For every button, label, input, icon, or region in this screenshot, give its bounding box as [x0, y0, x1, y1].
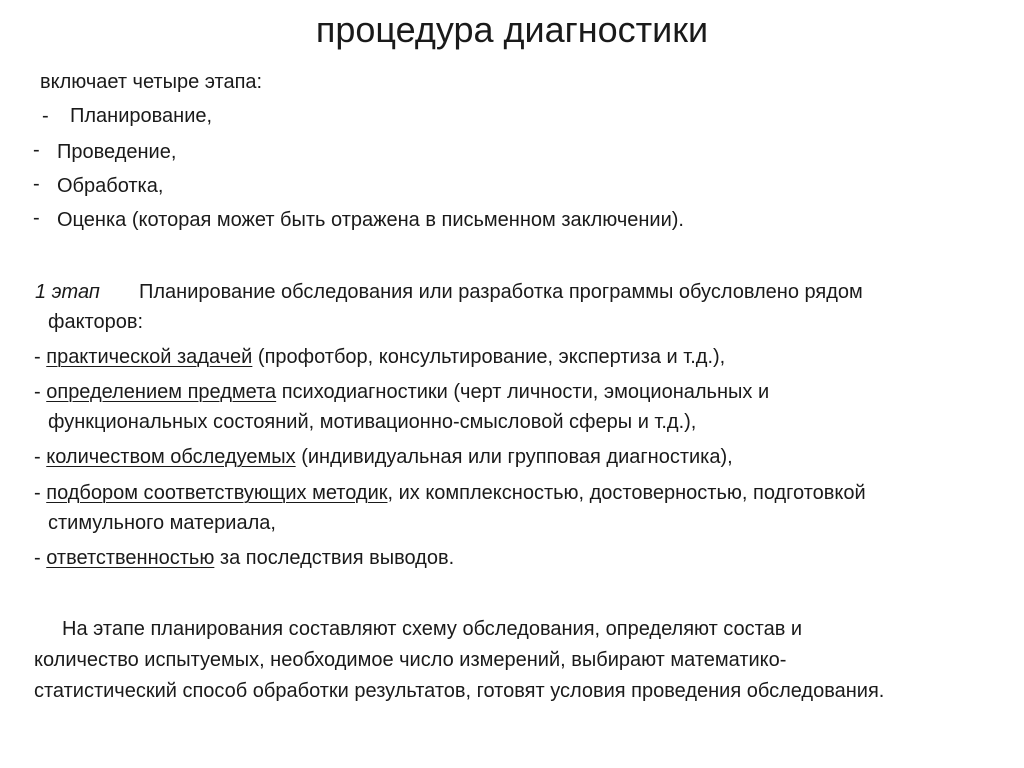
stage-1-label: Планирование, [70, 105, 213, 127]
factor-item-count [34, 445, 733, 469]
stage-4-dash: - [33, 207, 40, 229]
factor-text: (индивидуальная или групповая диагностика), [295, 446, 733, 468]
factor-text: , их комплексностью, достоверностью, подготовкой [387, 482, 866, 504]
factor-keyword: определением предмета [46, 381, 277, 403]
factor-item-subject-continuation: функциональных состояний, мотивационно-смысловой сферы и т.д.), [48, 411, 697, 433]
factor-item-methods [34, 481, 866, 505]
factor-dash: - [34, 346, 41, 368]
factor-text: психодиагностики (черт личности, эмоциональных и [276, 381, 770, 403]
closing-line2: количество испытуемых, необходимое число измерений, выбирают математико- [34, 649, 787, 671]
stage-1-dash: - [42, 105, 49, 127]
factor-text: за последствия выводов. [214, 547, 455, 569]
factor-keyword: подбором соответствующих методик [46, 482, 388, 504]
factor-dash: - [34, 446, 41, 468]
page-title: процедура диагностики [315, 9, 709, 50]
factor-item-responsibility [34, 546, 454, 570]
factor-keyword: количеством обследуемых [46, 446, 296, 468]
intro-text: включает четыре этапа: [40, 71, 263, 93]
stage-2-dash: - [33, 139, 40, 161]
stage-2-label: Проведение, [57, 141, 177, 163]
stage-3-label: Обработка, [57, 175, 164, 197]
factor-item-methods-continuation: стимульного материала, [48, 512, 276, 534]
factor-text: (профотбор, консультирование, экспертиза и т.д.), [252, 346, 726, 368]
factor-dash: - [34, 381, 41, 403]
closing-line1: На этапе планирования составляют схему обследования, определяют состав и [62, 618, 803, 640]
factor-item-practical-task [34, 345, 725, 369]
factor-dash: - [34, 482, 41, 504]
stage1-text-line2: факторов: [48, 311, 144, 333]
factor-item-subject [34, 380, 769, 404]
closing-line3: статистический способ обработки результатов, готовят условия проведения обследования. [34, 680, 885, 702]
factor-keyword: практической задачей [46, 346, 253, 368]
stage-4-label: Оценка (которая может быть отражена в письменном заключении). [57, 209, 684, 231]
stage-3-dash: - [33, 173, 40, 195]
stage-number: 1 этап [35, 281, 100, 303]
factor-keyword: ответственностью [46, 547, 215, 569]
factor-dash: - [34, 547, 41, 569]
stage1-text-line1: Планирование обследования или разработка программы обусловлено рядом [139, 281, 863, 303]
